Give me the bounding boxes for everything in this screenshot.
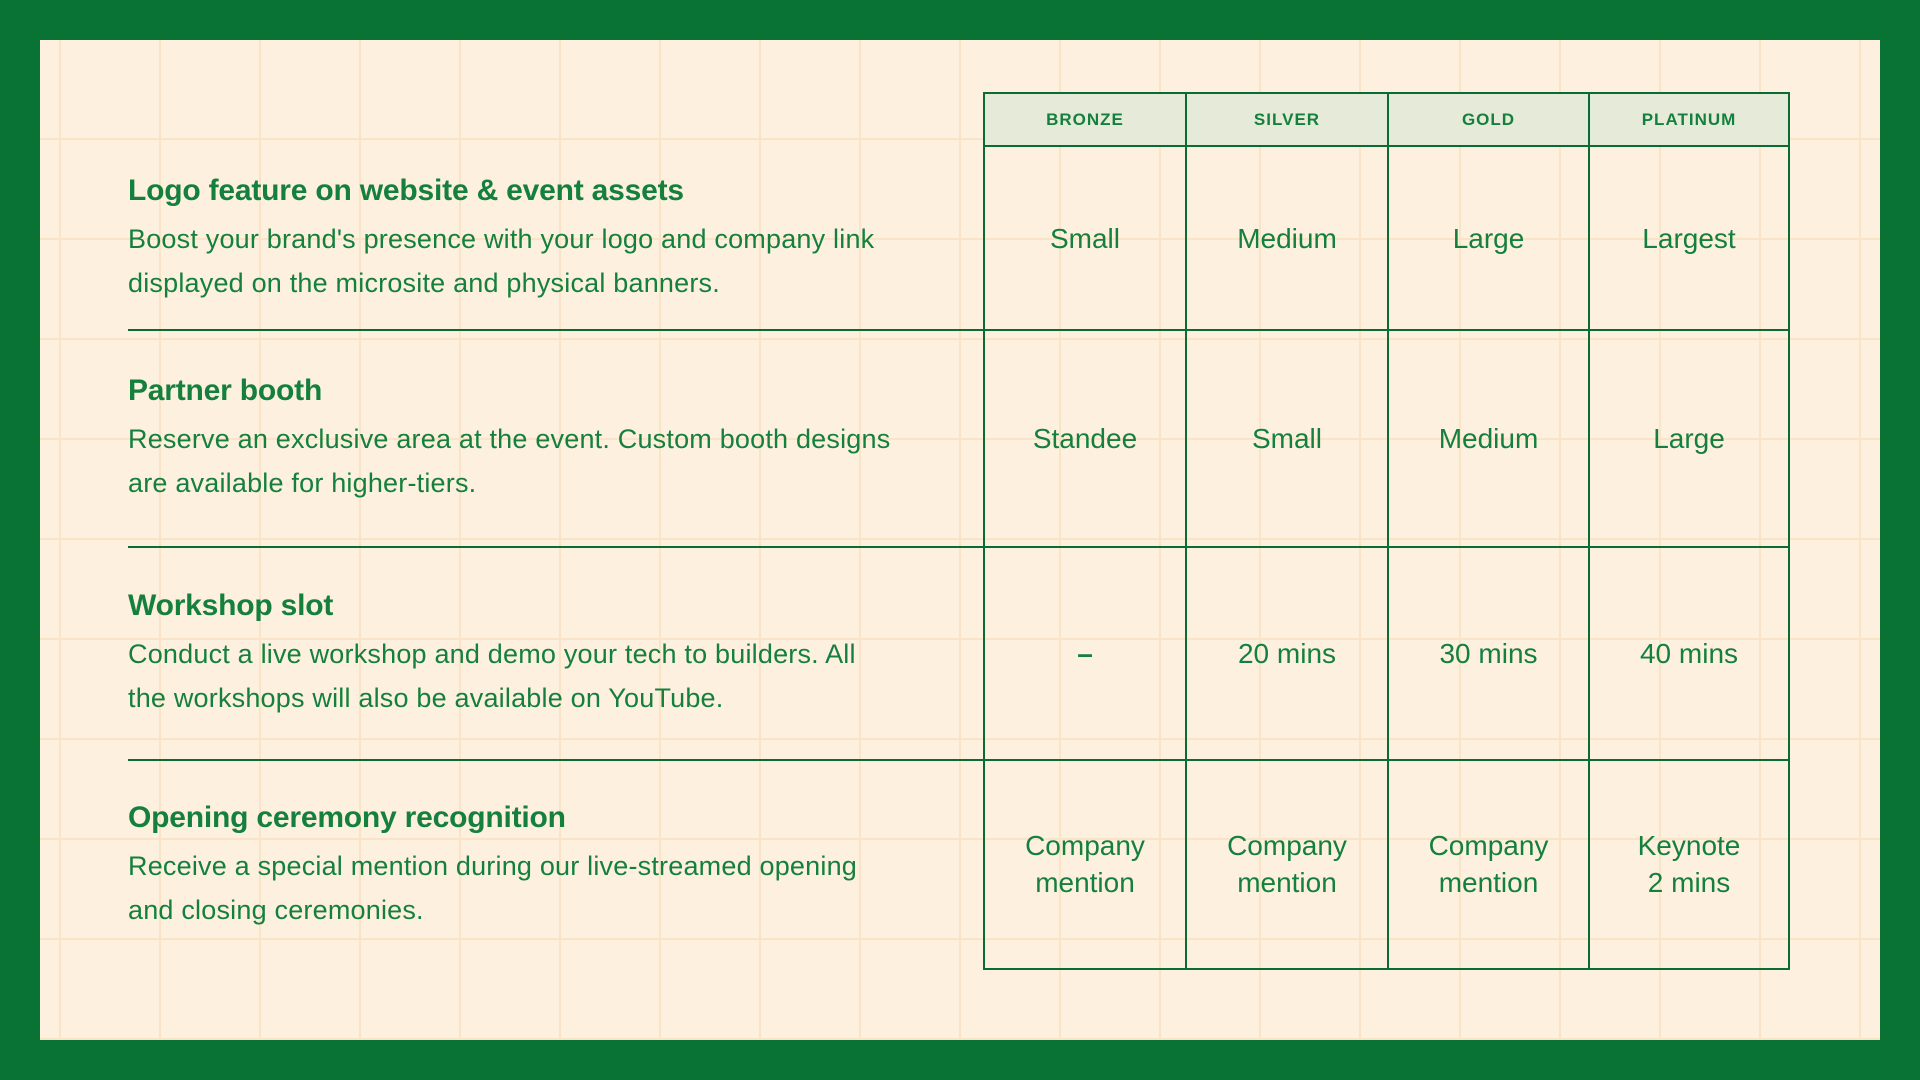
- tier-value-ceremony-silver: [1185, 760, 1387, 970]
- feature-title: Logo feature on website & event assets: [128, 174, 684, 207]
- tier-value-text: Largest: [1642, 223, 1736, 254]
- feature-description: [128, 844, 973, 932]
- tier-value-workshop-silver: [1185, 547, 1387, 760]
- tier-value-text: 40 mins: [1639, 638, 1739, 669]
- tier-value-text: mention: [1035, 867, 1135, 898]
- tier-header-gold: [1387, 92, 1588, 147]
- feature-cell-ceremony: [128, 760, 983, 970]
- tier-header-label: BRONZE: [1046, 109, 1124, 129]
- header-spacer: [128, 92, 983, 147]
- feature-description-line: displayed on the microsite and physical banners.: [128, 268, 720, 298]
- tier-value-workshop-gold: [1387, 547, 1588, 760]
- tier-value-text: Company: [1227, 830, 1347, 861]
- row-divider: [128, 759, 1790, 761]
- content-panel: [40, 40, 1880, 1040]
- tier-value-text: mention: [1237, 867, 1337, 898]
- feature-description-line: the workshops will also be available on YouTube.: [128, 683, 724, 713]
- tier-value-logo-bronze: [983, 147, 1185, 330]
- not-included-dash: –: [1077, 638, 1093, 669]
- tier-value-text: 30 mins: [1439, 638, 1538, 669]
- row-divider: [128, 546, 1790, 548]
- tier-value-ceremony-platinum: [1588, 760, 1790, 970]
- tier-value-booth-gold: [1387, 330, 1588, 547]
- tier-value-text: Standee: [1032, 423, 1138, 454]
- feature-cell-booth: [128, 330, 983, 547]
- row-divider: [128, 329, 1790, 331]
- feature-description-line: Conduct a live workshop and demo your tech to builders. All: [128, 639, 856, 669]
- tier-value-text: Company: [1428, 830, 1549, 861]
- tier-value-text: Company: [1025, 830, 1145, 861]
- feature-description-line: are available for higher-tiers.: [128, 468, 477, 498]
- tier-value-text: mention: [1438, 867, 1539, 898]
- tier-value-text: Small: [1049, 223, 1120, 254]
- feature-description: [128, 217, 973, 305]
- tier-value-logo-platinum: [1588, 147, 1790, 330]
- feature-description-line: Receive a special mention during our live-streamed opening: [128, 850, 857, 881]
- feature-title: Workshop slot: [128, 589, 334, 622]
- tier-value-text: Keynote: [1637, 830, 1741, 861]
- tier-value-text: 2 mins: [1647, 867, 1731, 898]
- tier-header-label: PLATINUM: [1641, 109, 1737, 129]
- tier-value-text: Large: [1452, 223, 1525, 254]
- tier-value-booth-silver: [1185, 330, 1387, 547]
- tier-value-text: Medium: [1237, 223, 1337, 254]
- tier-value-ceremony-bronze: [983, 760, 1185, 970]
- feature-description-line: and closing ceremonies.: [128, 894, 424, 925]
- tier-header-silver: [1185, 92, 1387, 147]
- feature-title: Opening ceremony recognition: [128, 800, 566, 834]
- feature-description-line: Reserve an exclusive area at the event. Custom booth designs: [128, 424, 891, 454]
- sponsorship-tier-table: [128, 92, 1790, 970]
- tier-value-text: Large: [1653, 423, 1725, 454]
- tier-value-text: Medium: [1438, 423, 1539, 454]
- feature-description: [128, 632, 973, 720]
- tier-header-label: SILVER: [1253, 109, 1321, 129]
- tier-value-logo-silver: [1185, 147, 1387, 330]
- feature-description: [128, 417, 973, 505]
- feature-cell-logo: [128, 147, 983, 330]
- tier-value-booth-platinum: [1588, 330, 1790, 547]
- tier-value-logo-gold: [1387, 147, 1588, 330]
- tier-value-workshop-bronze: [983, 547, 1185, 760]
- tier-value-booth-bronze: [983, 330, 1185, 547]
- tier-header-bronze: [983, 92, 1185, 147]
- feature-description-line: Boost your brand's presence with your logo and company link: [128, 224, 875, 254]
- tier-value-text: 20 mins: [1237, 638, 1337, 669]
- tier-value-text: Small: [1251, 423, 1322, 454]
- feature-cell-workshop: [128, 547, 983, 760]
- tier-header-platinum: [1588, 92, 1790, 147]
- tier-value-workshop-platinum: [1588, 547, 1790, 760]
- feature-title: Partner booth: [128, 374, 323, 407]
- tier-header-label: GOLD: [1461, 109, 1516, 129]
- tier-value-ceremony-gold: [1387, 760, 1588, 970]
